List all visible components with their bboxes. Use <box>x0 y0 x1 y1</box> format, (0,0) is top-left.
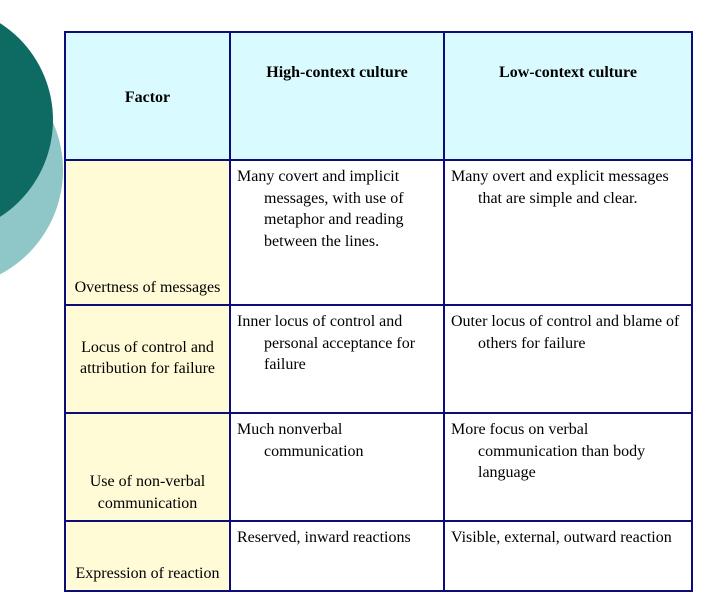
low-context-text: Visible, external, outward reaction <box>451 529 672 546</box>
context-culture-table <box>64 31 693 592</box>
header-low-context: Low-context culture <box>444 32 692 160</box>
table-row <box>65 160 692 305</box>
factor-cell <box>65 305 230 413</box>
high-context-cell <box>230 305 444 413</box>
high-context-text: Reserved, inward reactions <box>237 529 411 546</box>
high-context-text: Much nonverbal communication <box>237 421 364 460</box>
factor-label: Overtness of messages <box>74 278 221 296</box>
low-context-cell <box>444 160 692 305</box>
high-context-cell <box>230 413 444 521</box>
factor-cell <box>65 521 230 591</box>
factor-cell <box>65 160 230 305</box>
factor-cell <box>65 413 230 521</box>
low-context-text: More focus on verbal communication than body language <box>451 421 646 481</box>
header-factor: Factor <box>65 32 230 160</box>
factor-label: Use of non-verbal communication <box>89 473 206 512</box>
high-context-text: Many covert and implicit messages, with use of metaphor and reading between the lines. <box>237 168 404 250</box>
high-context-cell <box>230 521 444 591</box>
header-high-context: High-context culture <box>230 32 444 160</box>
table-row <box>65 521 692 591</box>
low-context-text: Outer locus of control and blame of others for failure <box>451 313 680 352</box>
low-context-cell <box>444 413 692 521</box>
high-context-cell <box>230 160 444 305</box>
low-context-cell <box>444 521 692 591</box>
table-row <box>65 305 692 413</box>
factor-label: Locus of control and attribution for failure <box>79 338 216 377</box>
high-context-text: Inner locus of control and personal acceptance for failure <box>237 313 416 373</box>
factor-label: Expression of reaction <box>75 564 220 582</box>
table-row <box>65 413 692 521</box>
low-context-cell <box>444 305 692 413</box>
low-context-text: Many overt and explicit messages that are simple and clear. <box>451 168 669 207</box>
table-header-row <box>65 32 692 160</box>
